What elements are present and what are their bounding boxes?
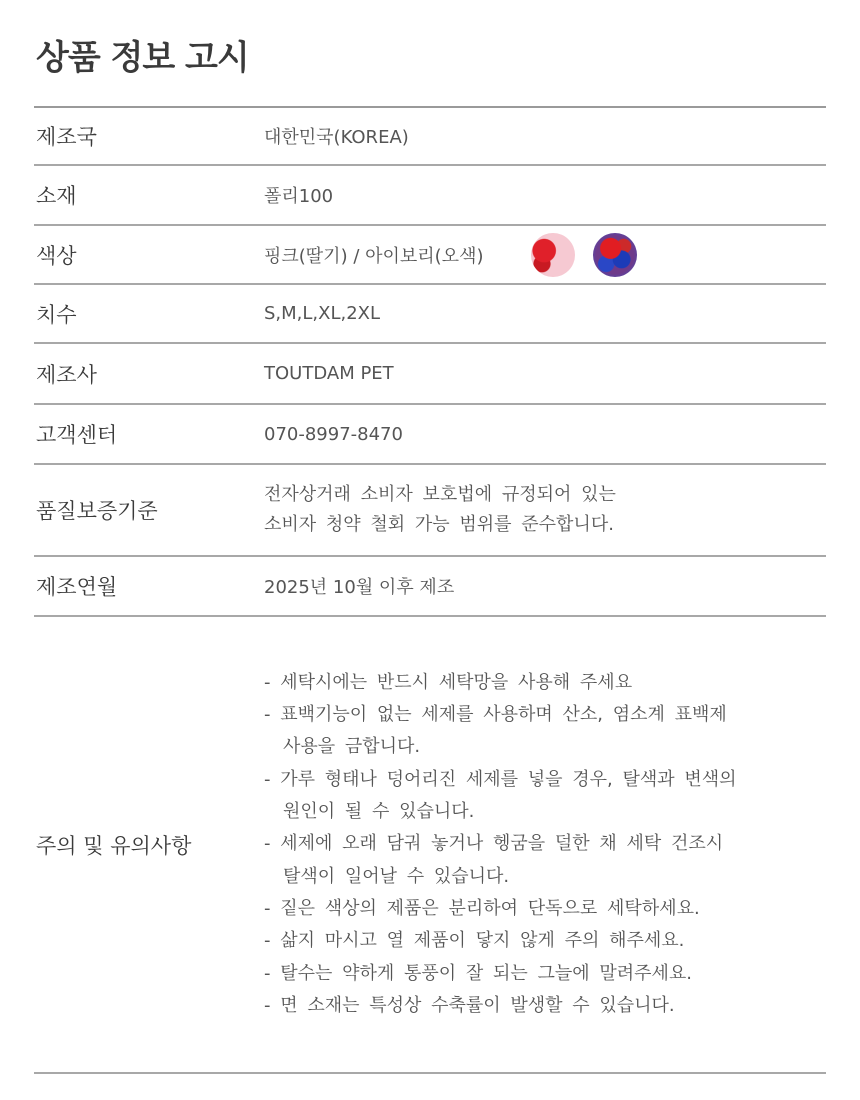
caution-item: - 면 소재는 특성상 수축률이 발생할 수 있습니다. <box>264 994 675 1016</box>
caution-item: - 세제에 오래 담궈 놓거나 헹굼을 덜한 채 세탁 건조시 <box>264 833 724 855</box>
ivory-multicolor-swatch <box>593 233 637 277</box>
pink-strawberry-swatch <box>531 233 575 277</box>
row-value <box>264 233 826 277</box>
caution-item-continued: 사용을 금합니다. <box>283 736 421 758</box>
row-label: 치수 <box>36 302 77 327</box>
row-label: 주의 및 유의사항 <box>36 833 192 858</box>
caution-item: - 짙은 색상의 제품은 분리하여 단독으로 세탁하세요. <box>264 897 700 919</box>
row-value <box>264 480 826 540</box>
row-value: S,M,L,XL,2XL <box>264 303 381 324</box>
row-label: 소재 <box>36 184 77 208</box>
caution-list <box>264 667 737 1022</box>
row-label: 고객센터 <box>36 423 118 447</box>
caution-item: - 삶지 마시고 열 제품이 닿지 않게 주의 해주세요. <box>264 930 685 952</box>
row-size <box>34 285 826 344</box>
row-value <box>264 667 826 1022</box>
row-country <box>34 108 826 166</box>
caution-item: - 세탁시에는 반드시 세탁망을 사용해 주세요 <box>264 671 633 693</box>
color-value-text: 핑크(딸기) / 아이보리(오색) <box>264 245 484 267</box>
page-title: 상품 정보 고시 <box>36 38 249 78</box>
row-customer-center <box>34 405 826 465</box>
caution-item: - 탈수는 약하게 통풍이 잘 되는 그늘에 말려주세요. <box>264 962 693 984</box>
caution-item-continued: 원인이 될 수 있습니다. <box>283 801 475 823</box>
row-label: 제조국 <box>36 125 97 149</box>
row-color <box>34 226 826 285</box>
row-value: TOUTDAM PET <box>264 363 394 384</box>
quality-line: 전자상거래 소비자 보호법에 규정되어 있는 <box>264 484 616 505</box>
caution-item-continued: 탈색이 일어날 수 있습니다. <box>283 865 510 887</box>
row-label: 제조연월 <box>36 575 118 599</box>
row-manufacture-date <box>34 557 826 617</box>
row-caution <box>34 617 826 1074</box>
row-material <box>34 166 826 226</box>
row-label: 제조사 <box>36 362 97 387</box>
row-label: 색상 <box>36 243 77 268</box>
row-maker <box>34 344 826 405</box>
row-value: 폴리100 <box>264 186 334 207</box>
row-value: 2025년 10월 이후 제조 <box>264 577 455 598</box>
color-swatches <box>531 233 637 277</box>
caution-item: - 표백기능이 없는 세제를 사용하며 산소, 염소계 표백제 <box>264 704 727 726</box>
row-value: 대한민국(KOREA) <box>264 127 409 148</box>
row-label: 품질보증기준 <box>36 499 158 523</box>
row-quality <box>34 465 826 557</box>
row-value: 070-8997-8470 <box>264 423 403 445</box>
caution-item: - 가루 형태나 덩어리진 세제를 넣을 경우, 탈색과 변색의 <box>264 768 737 790</box>
product-info-table <box>34 106 826 1074</box>
quality-line: 소비자 청약 철회 가능 범위를 준수합니다. <box>264 514 614 535</box>
